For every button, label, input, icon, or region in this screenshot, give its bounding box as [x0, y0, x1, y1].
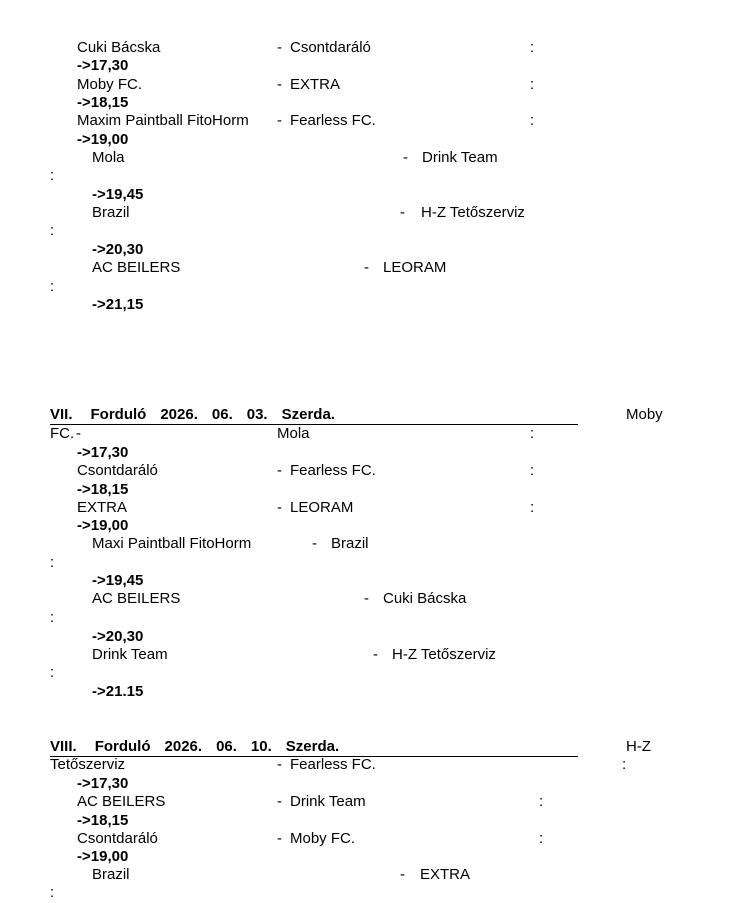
team-home: Csontdaráló — [77, 462, 158, 479]
team-home: Cuki Bácska — [77, 39, 161, 56]
match-time: ->19,45 — [92, 186, 144, 203]
round-number: VIII. — [50, 738, 77, 755]
match-time: ->17,30 — [77, 57, 129, 74]
score-colon: : — [50, 609, 55, 626]
score-colon: : — [530, 462, 535, 479]
score-colon: : — [50, 554, 55, 571]
team-away: Fearless FC. — [290, 462, 376, 479]
dash-separator: - — [277, 793, 282, 810]
score-colon: : — [50, 222, 55, 239]
team-away: LEORAM — [383, 259, 447, 276]
score-colon: : — [50, 167, 55, 184]
team-away: Fearless FC. — [290, 756, 376, 773]
team-home-wrapped-part1: H-Z — [626, 738, 651, 755]
score-colon: : — [530, 499, 535, 516]
dash-separator: - — [277, 830, 282, 847]
score-colon: : — [530, 39, 535, 56]
team-away: H-Z Tetőszerviz — [421, 204, 525, 221]
team-away: Csontdaráló — [290, 39, 371, 56]
score-colon: : — [50, 884, 55, 901]
dash-separator: - — [312, 535, 317, 552]
team-home: AC BEILERS — [92, 590, 181, 607]
team-home: Csontdaráló — [77, 830, 158, 847]
team-away: EXTRA — [290, 76, 341, 93]
round-month: 06. — [211, 406, 233, 423]
round-number: VII. — [50, 406, 73, 423]
team-home: EXTRA — [77, 499, 128, 516]
score-colon: : — [539, 793, 544, 810]
match-time: ->18,15 — [77, 812, 129, 829]
round-day: 10. — [250, 738, 272, 755]
team-home: Brazil — [92, 204, 130, 221]
team-home-wrapped-part2: FC. — [50, 425, 75, 442]
match-time: ->19,00 — [77, 131, 129, 148]
dash-separator: - — [277, 756, 282, 773]
team-home: Maxim Paintball FitoHorm — [77, 112, 249, 129]
team-home: Moby FC. — [77, 76, 143, 93]
score-colon: : — [622, 756, 627, 773]
round-weekday: Szerda. — [281, 406, 335, 423]
team-away: H-Z Tetőszerviz — [392, 646, 496, 663]
round-year: 2026. — [160, 406, 198, 423]
team-home-wrapped-part2: Tetőszerviz — [50, 756, 126, 773]
match-time: ->18,15 — [77, 481, 129, 498]
dash-separator: - — [277, 76, 282, 93]
match-time: ->21.15 — [92, 683, 144, 700]
round-year: 2026. — [164, 738, 203, 755]
team-away: LEORAM — [290, 499, 354, 516]
dash-separator: - — [277, 499, 282, 516]
match-time: ->17,30 — [77, 444, 129, 461]
score-colon: : — [530, 112, 535, 129]
team-home: Drink Team — [92, 646, 168, 663]
match-time: ->19,00 — [77, 848, 129, 865]
team-away: Cuki Bácska — [383, 590, 467, 607]
dash-separator: - — [403, 149, 408, 166]
dash-separator: - — [277, 462, 282, 479]
match-time: ->20,30 — [92, 241, 144, 258]
team-away: Mola — [277, 425, 310, 442]
score-colon: : — [50, 664, 55, 681]
dash-separator: - — [373, 646, 378, 663]
match-time: ->18,15 — [77, 94, 129, 111]
dash-separator: - — [364, 590, 369, 607]
team-away: Brazil — [331, 535, 369, 552]
score-colon: : — [530, 76, 535, 93]
round-header — [50, 406, 578, 425]
round-label: Forduló — [94, 738, 151, 755]
team-home: Brazil — [92, 866, 130, 883]
score-colon: : — [50, 278, 55, 295]
round-header — [50, 738, 578, 757]
dash-separator: - — [364, 259, 369, 276]
dash-separator: - — [277, 39, 282, 56]
dash-separator: - — [76, 425, 81, 442]
team-home-wrapped-part1: Moby — [626, 406, 663, 423]
score-colon: : — [530, 425, 535, 442]
match-time: ->19,45 — [92, 572, 144, 589]
team-home: Mola — [92, 149, 125, 166]
round-day: 03. — [246, 406, 268, 423]
match-time: ->19,00 — [77, 517, 129, 534]
match-time: ->17,30 — [77, 775, 129, 792]
team-away: EXTRA — [420, 866, 471, 883]
team-away: Fearless FC. — [290, 112, 376, 129]
round-month: 06. — [216, 738, 237, 755]
team-home: Maxi Paintball FitoHorm — [92, 535, 252, 552]
round-label: Forduló — [90, 406, 147, 423]
dash-separator: - — [400, 866, 405, 883]
match-time: ->21,15 — [92, 296, 144, 313]
team-away: Moby FC. — [290, 830, 356, 847]
team-away: Drink Team — [290, 793, 366, 810]
round-weekday: Szerda. — [285, 738, 340, 755]
team-home: AC BEILERS — [77, 793, 166, 810]
dash-separator: - — [400, 204, 405, 221]
team-away: Drink Team — [422, 149, 498, 166]
match-time: ->20,30 — [92, 628, 144, 645]
team-home: AC BEILERS — [92, 259, 181, 276]
dash-separator: - — [277, 112, 282, 129]
score-colon: : — [539, 830, 544, 847]
